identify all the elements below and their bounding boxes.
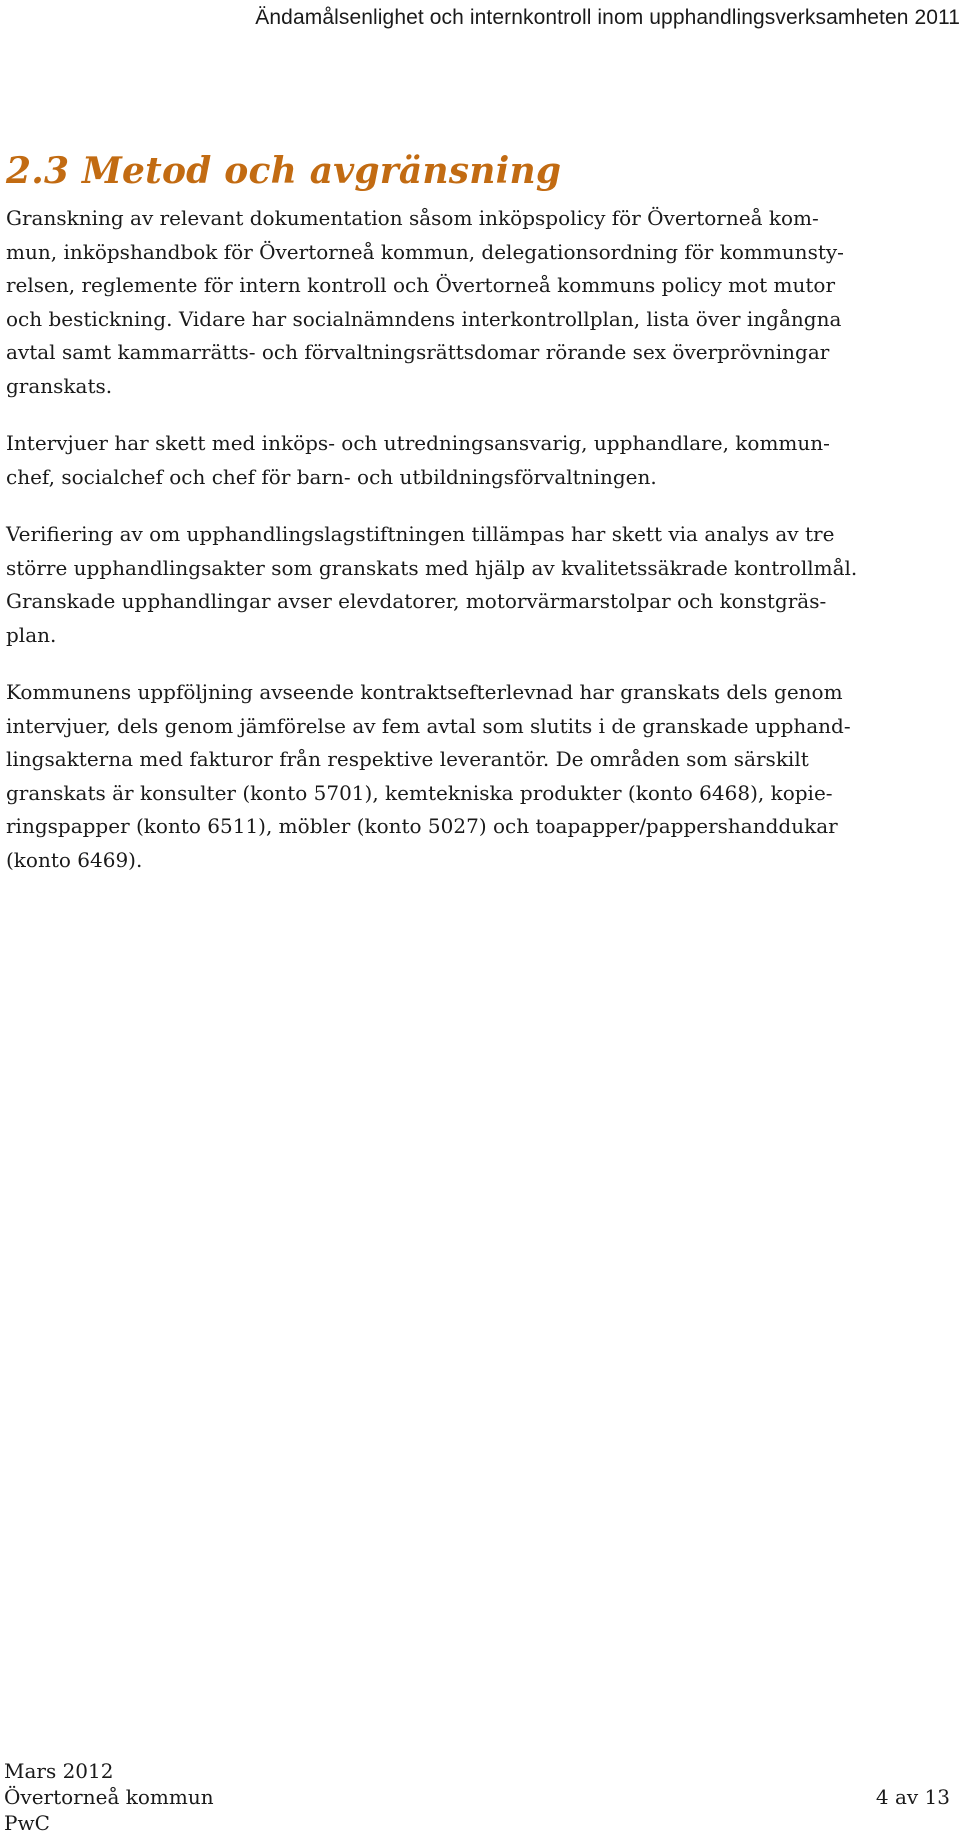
paragraph-documentation: Granskning av relevant dokumentation såsom inköpspolicy för Övertorneå kom- mun, inköpshandbok för Övertorneå kommun, delegationsordning för kommunsty- relsen, reglemente för intern kontroll och Övertorneå kommuns policy mot mutor och bestickning. Vidare har socialnämndens interkontrollplan, lista över ingångna avtal samt kammarrätts- och förvaltningsrättsdomar rörande sex överprövningar granskats. (6, 206, 844, 398)
footer-date: Mars 2012 (4, 1759, 114, 1783)
footer-firm: PwC (4, 1811, 50, 1835)
section-heading: 2.3 Metod och avgränsning (6, 150, 562, 192)
running-header: Ändamålsenlighet och internkontroll inom upphandlingsverksamheten 2011 (255, 6, 960, 29)
footer-organization: Övertorneå kommun (4, 1785, 214, 1809)
page-number: 4 av 13 (875, 1785, 950, 1809)
footer (4, 1758, 214, 1836)
paragraph-interviews: Intervjuer har skett med inköps- och utredningsansvarig, upphandlare, kommun- chef, socialchef och chef för barn- och utbildningsförvaltningen. (6, 431, 830, 489)
paragraph-follow-up: Kommunens uppföljning avseende kontraktsefterlevnad har granskats dels genom intervjuer, dels genom jämförelse av fem avtal som slutits i de granskade upphand- lingsakterna med fakturor från respektive leverantör. De områden som särskilt granskats är konsulter (konto 5701), kemtekniska produkter (konto 6468), kopie- ringspapper (konto 6511), möbler (konto 5027) och toapapper/pappershanddukar (konto 6469). (6, 680, 851, 872)
section-body (6, 202, 954, 901)
paragraph-verification: Verifiering av om upphandlingslagstiftningen tillämpas har skett via analys av tre större upphandlingsakter som granskats med hjälp av kvalitetssäkrade kontrollmål. Granskade upphandlingar avser elevdatorer, motorvärmarstolpar och konstgräs- plan. (6, 522, 858, 647)
